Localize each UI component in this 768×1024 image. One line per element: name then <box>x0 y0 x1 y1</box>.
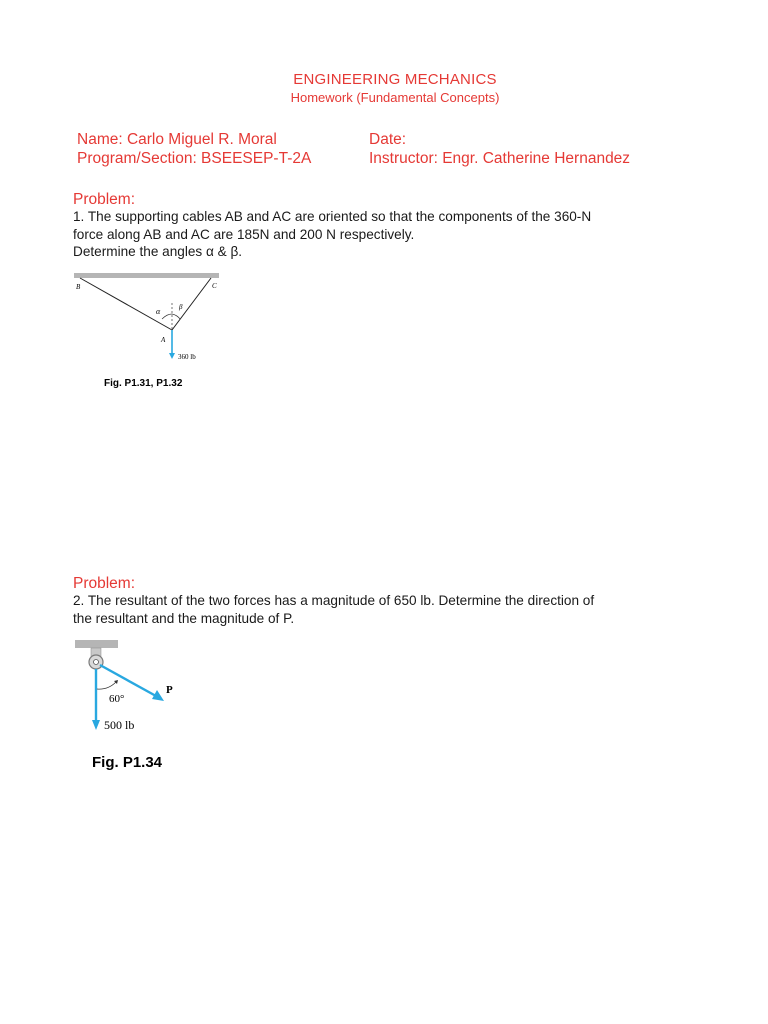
problem-1-line: Determine the angles α & β. <box>73 244 243 259</box>
cable-ab <box>80 278 172 330</box>
pin <box>94 660 99 665</box>
problem-2-heading: Problem: <box>73 575 136 592</box>
problem-1-line: 1. The supporting cables AB and AC are oriented so that the components of the 360-N <box>73 209 592 224</box>
instructor: Instructor: Engr. Catherine Hernandez <box>369 150 631 167</box>
figure-p1-34 <box>70 635 200 775</box>
force-500-arrow-head <box>92 720 100 730</box>
program-section: Program/Section: BSEESEP-T-2A <box>77 150 312 167</box>
student-name: Name: Carlo Miguel R. Moral <box>77 131 277 148</box>
document-title: ENGINEERING MECHANICS <box>293 71 497 88</box>
figure-2-caption: Fig. P1.34 <box>92 754 163 771</box>
point-a-label: A <box>161 336 166 344</box>
problem-2-line: the resultant and the magnitude of P. <box>73 610 295 626</box>
beta-arc <box>172 314 180 319</box>
problem-2-text <box>73 592 693 627</box>
point-c-label: C <box>212 282 217 290</box>
beta-label: β <box>179 303 183 311</box>
problem-1-line: force along AB and AC are 185N and 200 N respectively. <box>73 226 415 242</box>
load-label: 500 lb <box>104 718 135 732</box>
cable-ac <box>172 278 211 330</box>
angle-arc <box>97 682 116 689</box>
figure-1-caption: Fig. P1.31, P1.32 <box>104 378 183 389</box>
problem-2-line: 2. The resultant of the two forces has a magnitude of 650 lb. Determine the direction of <box>73 593 595 608</box>
force-p-arrow-shaft <box>100 665 156 696</box>
problem-1-text <box>73 208 693 261</box>
figure-p1-31 <box>70 268 230 393</box>
load-arrow-head <box>169 353 175 359</box>
alpha-arc <box>162 314 172 319</box>
ceiling-support <box>74 273 219 278</box>
force-p-label: P <box>166 684 173 696</box>
document-subtitle: Homework (Fundamental Concepts) <box>290 90 500 105</box>
ceiling-support <box>75 640 118 648</box>
date-label: Date: <box>369 131 407 148</box>
alpha-label: α <box>156 307 161 316</box>
problem-1-heading: Problem: <box>73 191 136 208</box>
point-b-label: B <box>76 283 81 291</box>
angle-label: 60° <box>109 693 125 705</box>
load-label: 360 lb <box>178 353 196 361</box>
